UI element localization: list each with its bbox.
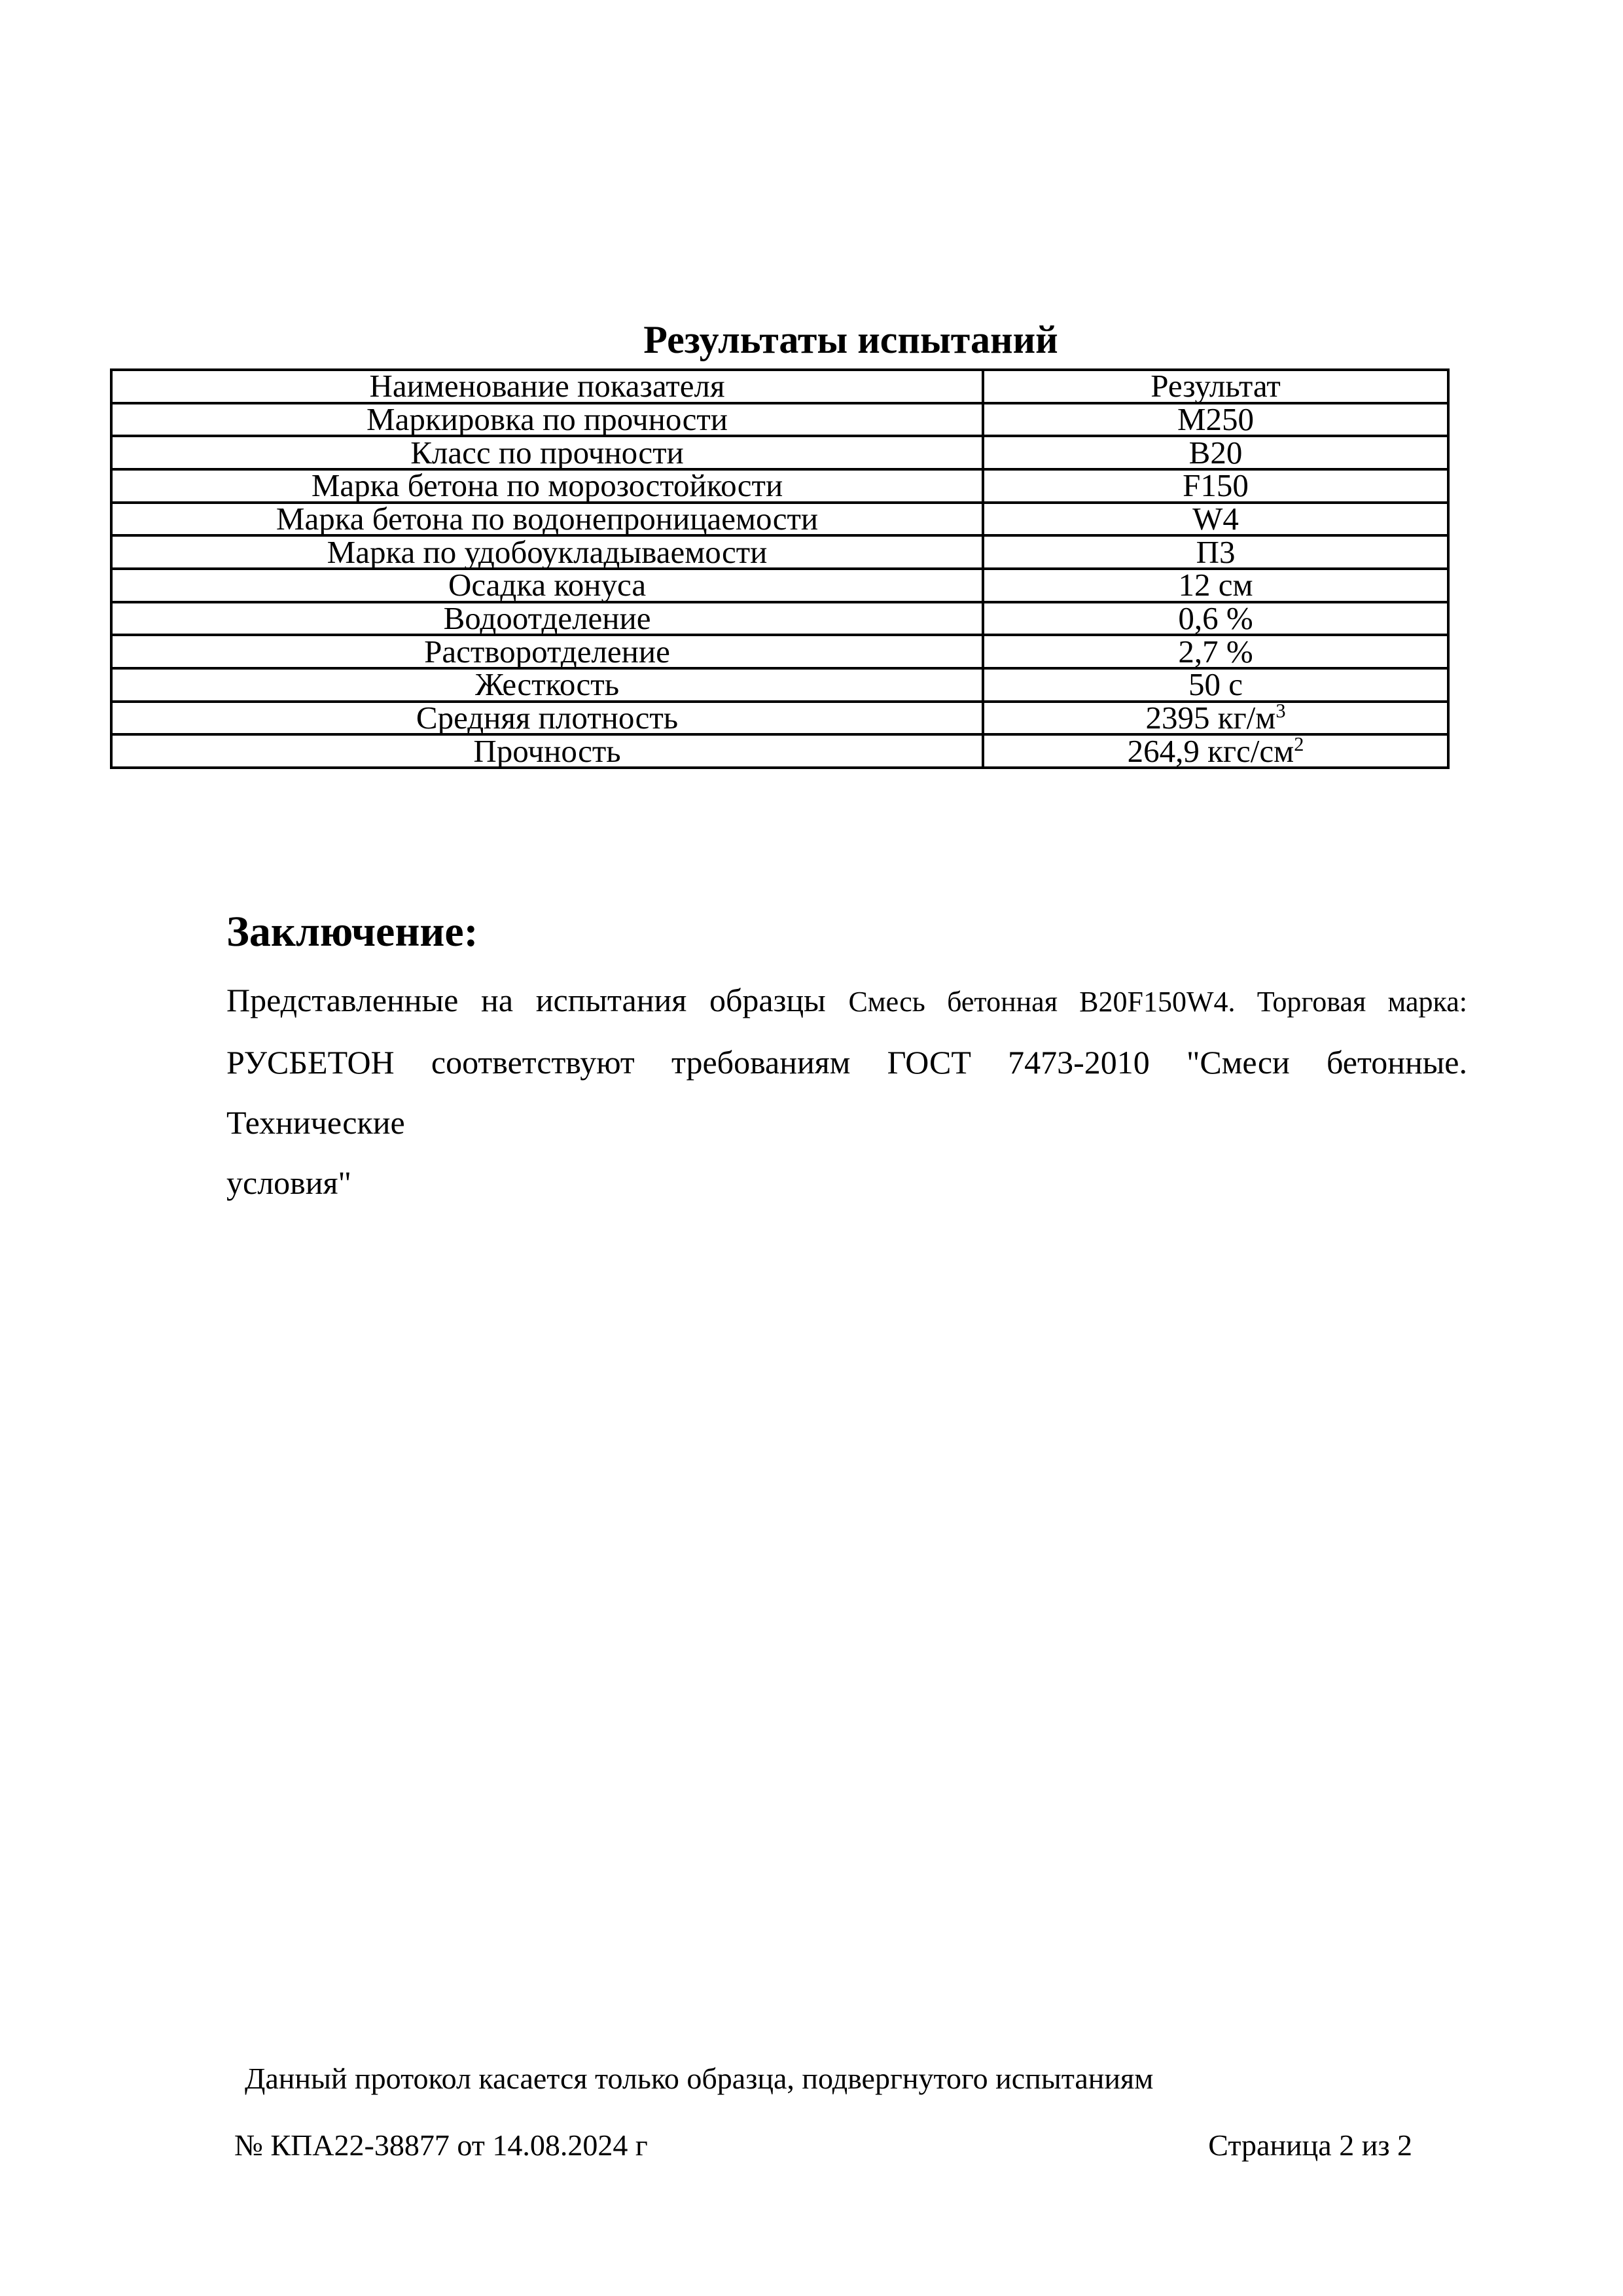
result-value: 50 с <box>1188 666 1243 703</box>
table-row <box>111 403 1448 437</box>
table-row <box>111 734 1448 768</box>
result-value: W4 <box>1192 500 1239 537</box>
conclusion-paragraph <box>226 970 1467 1213</box>
indicator-name-cell: Прочность <box>111 734 983 768</box>
result-value: F150 <box>1183 467 1249 504</box>
conclusion-line-2: РУСБЕТОН соответствуют требованиям ГОСТ 7473-2010 "Смеси бетонные. Технические <box>226 1044 1467 1141</box>
indicator-name-cell: Маркировка по прочности <box>111 403 983 437</box>
result-value: 2,7 % <box>1178 633 1253 670</box>
result-value-cell <box>983 500 1448 537</box>
table-row <box>111 602 1448 636</box>
conclusion-line-1 <box>226 970 1467 1032</box>
table-row <box>111 503 1448 536</box>
result-value-cell <box>983 436 1448 469</box>
table-row <box>111 635 1448 668</box>
result-value-cell <box>983 569 1448 602</box>
table-header-row <box>111 370 1448 403</box>
result-value-cell <box>983 403 1448 437</box>
results-table <box>110 368 1450 769</box>
conclusion-heading: Заключение: <box>226 908 478 956</box>
result-value: 12 см <box>1178 567 1253 603</box>
result-superscript: 2 <box>1294 732 1304 755</box>
indicator-name-cell: Водоотделение <box>111 602 983 636</box>
table-row <box>111 436 1448 469</box>
result-value: П3 <box>1196 533 1236 570</box>
result-value-cell <box>983 668 1448 702</box>
footer-row <box>234 2127 1412 2163</box>
footer-note: Данный протокол касается только образца, подвергнутого испытаниям <box>245 2062 1154 2095</box>
result-value: 264,9 кгс/см <box>1127 732 1294 769</box>
result-value-cell <box>983 635 1448 668</box>
indicator-name-cell: Марка по удобоукладываемости <box>111 535 983 569</box>
indicator-name-cell: Марка бетона по морозостойкости <box>111 469 983 503</box>
doc-number: № КПА22-38877 от 14.08.2024 г <box>234 2128 648 2162</box>
indicator-name-cell: Растворотделение <box>111 635 983 668</box>
conclusion-line-3: условия" <box>226 1164 351 1201</box>
table-row <box>111 702 1448 735</box>
result-value-cell <box>983 699 1448 736</box>
header-cell-name: Наименование показателя <box>111 370 983 403</box>
result-value-cell <box>983 734 1448 768</box>
table-row <box>111 535 1448 569</box>
page-indicator: Страница 2 из 2 <box>1208 2128 1412 2162</box>
header-cell-result: Результат <box>983 370 1448 403</box>
result-value-cell <box>983 602 1448 636</box>
table-row <box>111 469 1448 503</box>
indicator-name-cell: Марка бетона по водонепроницаемости <box>111 503 983 536</box>
result-value: В20 <box>1188 434 1243 471</box>
result-value-cell <box>983 535 1448 569</box>
result-value: М250 <box>1177 401 1255 437</box>
page-title: Результаты испытаний <box>643 318 1058 361</box>
indicator-name-cell: Класс по прочности <box>111 436 983 469</box>
indicator-name-cell: Жесткость <box>111 668 983 702</box>
table-row <box>111 569 1448 602</box>
conclusion-sample-text: Смесь бетонная B20F150W4. Торговая марка: <box>848 986 1468 1018</box>
conclusion-lead-text: Представленные на испытания образцы <box>226 982 826 1018</box>
indicator-name-cell: Средняя плотность <box>111 702 983 735</box>
result-superscript: 3 <box>1275 700 1286 723</box>
table-row <box>111 668 1448 702</box>
result-value: 0,6 % <box>1178 600 1253 636</box>
result-value: 2395 кг/м <box>1145 699 1276 736</box>
result-value-cell <box>983 469 1448 503</box>
indicator-name-cell: Осадка конуса <box>111 569 983 602</box>
